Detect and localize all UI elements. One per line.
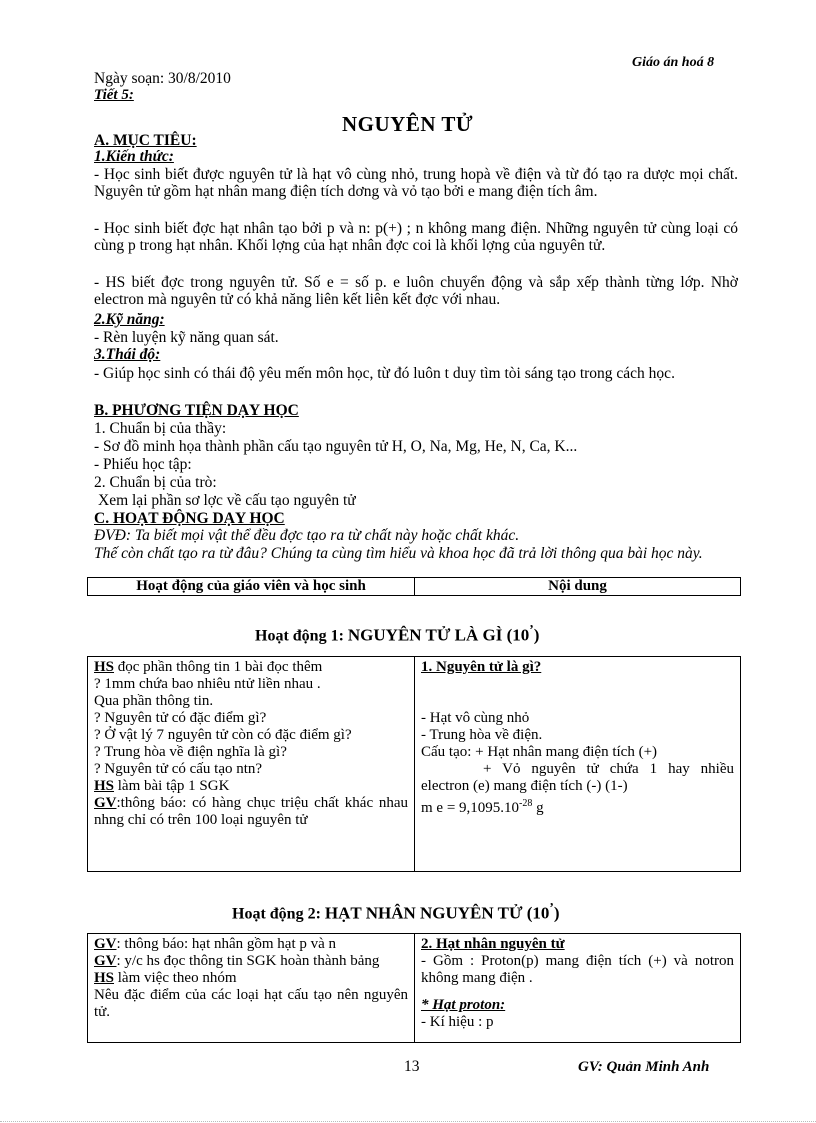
a2-right-line: - Kí hiệu : p: [421, 1014, 494, 1030]
knowledge-3: - HS biết đợc trong nguyên tử. Số e = số p. e luôn chuyển động và sắp xếp thành từng lớp. Nhờ electron mà nguyên tử có khả năng liên kết liên kết đợc với nhau.: [94, 274, 738, 308]
page-title: NGUYÊN TỬ: [342, 112, 474, 136]
footer-author: GV: Quản Minh Anh: [578, 1059, 710, 1075]
a2-line: GV: thông báo: hạt nhân gồm hạt p và n: [94, 936, 337, 952]
activity-1-right: [415, 657, 741, 872]
a2-right-heading: 2. Hạt nhân nguyên tử: [421, 936, 565, 952]
activity-2-left: [88, 934, 415, 1043]
activity-1-table: [87, 656, 741, 872]
header-activities: Hoạt động của giáo viên và học sinh: [88, 578, 415, 596]
header-content: Nội dung: [415, 578, 741, 596]
attitude-heading: 3.Thái độ:: [94, 346, 161, 363]
activity-1-sup: ’: [529, 622, 534, 637]
a2-proton-heading: * Hạt proton:: [421, 997, 506, 1013]
page-edge-line: [0, 1121, 816, 1122]
a1-line: ? Nguyên tử có cấu tạo ntn?: [94, 761, 263, 777]
a2-line: GV: y/c hs đọc thông tin SGK hoàn thành bảng: [94, 953, 380, 969]
activity-2-title: [232, 900, 560, 923]
intro-2: Thế còn chất tạo ra từ đâu? Chúng ta cùng tìm hiểu và khoa học đã trả lời thông qua bài học này.: [94, 545, 703, 562]
a1-line: ? 1mm chứa bao nhiêu ntử liền nhau .: [94, 676, 321, 692]
attitude-text: - Giúp học sinh có thái độ yêu mến môn học, từ đó luôn t duy tìm tòi sáng tạo trong cách học.: [94, 365, 675, 382]
a1-line: ? Ở vật lý 7 nguyên tử còn có đặc điểm gì?: [94, 727, 352, 743]
a1-line: HS đọc phần thông tin 1 bài đọc thêm: [94, 659, 323, 675]
skill-heading: 2.Kỹ năng:: [94, 311, 165, 328]
a1-line: ? Trung hòa về điện nghĩa là gì?: [94, 744, 287, 760]
activity-2-sup: ’: [549, 900, 554, 915]
a2-line: HS làm việc theo nhóm: [94, 970, 237, 986]
a1-line: GV:thông báo: có hàng chục triệu chất khác nhau nhng chỉ có trên 100 loại nguyên tử: [94, 795, 408, 828]
a2-right-line: - Gồm : Proton(p) mang điện tích (+) và notron không mang điện .: [421, 953, 734, 986]
review-note: Xem lại phần sơ lợc về cấu tạo nguyên tử: [98, 492, 356, 509]
a1-right-line: - Hạt vô cùng nhỏ: [421, 710, 530, 726]
a1-line: Qua phần thông tin.: [94, 693, 214, 709]
intro-1: ĐVĐ: Ta biết mọi vật thể đều đợc tạo ra từ chất này hoặc chất khác.: [94, 527, 520, 544]
a1-line: HS làm bài tập 1 SGK: [94, 778, 230, 794]
activity-2-right: [415, 934, 741, 1043]
activity-2-table: [87, 933, 741, 1043]
activity-2-close: ): [553, 903, 560, 923]
a1-right-line: - Trung hòa về điện.: [421, 727, 543, 743]
teacher-prep: 1. Chuẩn bị của thầy:: [94, 420, 227, 437]
a1-line: ? Nguyên tử có đặc điểm gì?: [94, 710, 267, 726]
section-b-heading: B. PHƯƠNG TIỆN DẠY HỌC: [94, 402, 299, 419]
a1-right-line: + Vỏ nguyên tử chứa 1 hay nhiều electron (e) mang điện tích (-) (1-): [421, 761, 734, 794]
worksheet: - Phiếu học tập:: [94, 456, 192, 473]
knowledge-heading: 1.Kiến thức:: [94, 148, 174, 165]
section-a-heading: A. MỤC TIÊU:: [94, 132, 197, 149]
activity-1-label: Hoạt động 1:: [255, 627, 344, 645]
a2-line: Nêu đặc điểm của các loại hạt cấu tạo nên nguyên tử.: [94, 987, 408, 1020]
page-number: 13: [404, 1058, 420, 1075]
a1-right-mass: m $e = 9,1095.10^{-28}$ g: [421, 798, 544, 816]
skill-text: - Rèn luyện kỹ năng quan sát.: [94, 329, 279, 346]
table-header: [87, 577, 741, 596]
student-prep: 2. Chuẩn bị của trò:: [94, 474, 217, 491]
activity-2-name: HẠT NHÂN NGUYÊN TỬ (10: [324, 903, 550, 923]
section-c-heading: C. HOẠT ĐỘNG DẠY HỌC: [94, 510, 285, 527]
header-subject: Giáo án hoá 8: [632, 55, 715, 70]
activity-2-label: Hoạt động 2:: [232, 905, 321, 923]
a1-right-line: Cấu tạo: + Hạt nhân mang điện tích (+): [421, 744, 658, 760]
knowledge-2: - Học sinh biết đợc hạt nhân tạo bởi p và n: p(+) ; n không mang điện. Những nguyên tử cùng loại có cùng p trong hạt nhân. Khối lợng của hạt nhân đợc coi là khối lợng của nguyên tử.: [94, 220, 738, 254]
a1-right-heading: 1. Nguyên tử là gì?: [421, 659, 542, 675]
activity-1-close: ): [533, 625, 540, 645]
activity-1-title: [255, 622, 539, 645]
knowledge-1: - Học sinh biết được nguyên tử là hạt vô cùng nhỏ, trung hopà về điện và từ đó tạo ra dược mọi chất. Nguyên tử gồm hạt nhân mang điện tích dơng và vỏ tạo bởi e mang điện tích âm.: [94, 166, 738, 200]
date-prepared: Ngày soạn: 30/8/2010: [94, 70, 231, 87]
activity-1-name: NGUYÊN TỬ LÀ GÌ (10: [347, 625, 530, 645]
diagram-list: - Sơ đồ minh họa thành phần cấu tạo nguyên tử H, O, Na, Mg, He, N, Ca, K...: [94, 438, 578, 455]
activity-1-left: [88, 657, 415, 872]
lesson-number: Tiết 5:: [94, 87, 134, 103]
